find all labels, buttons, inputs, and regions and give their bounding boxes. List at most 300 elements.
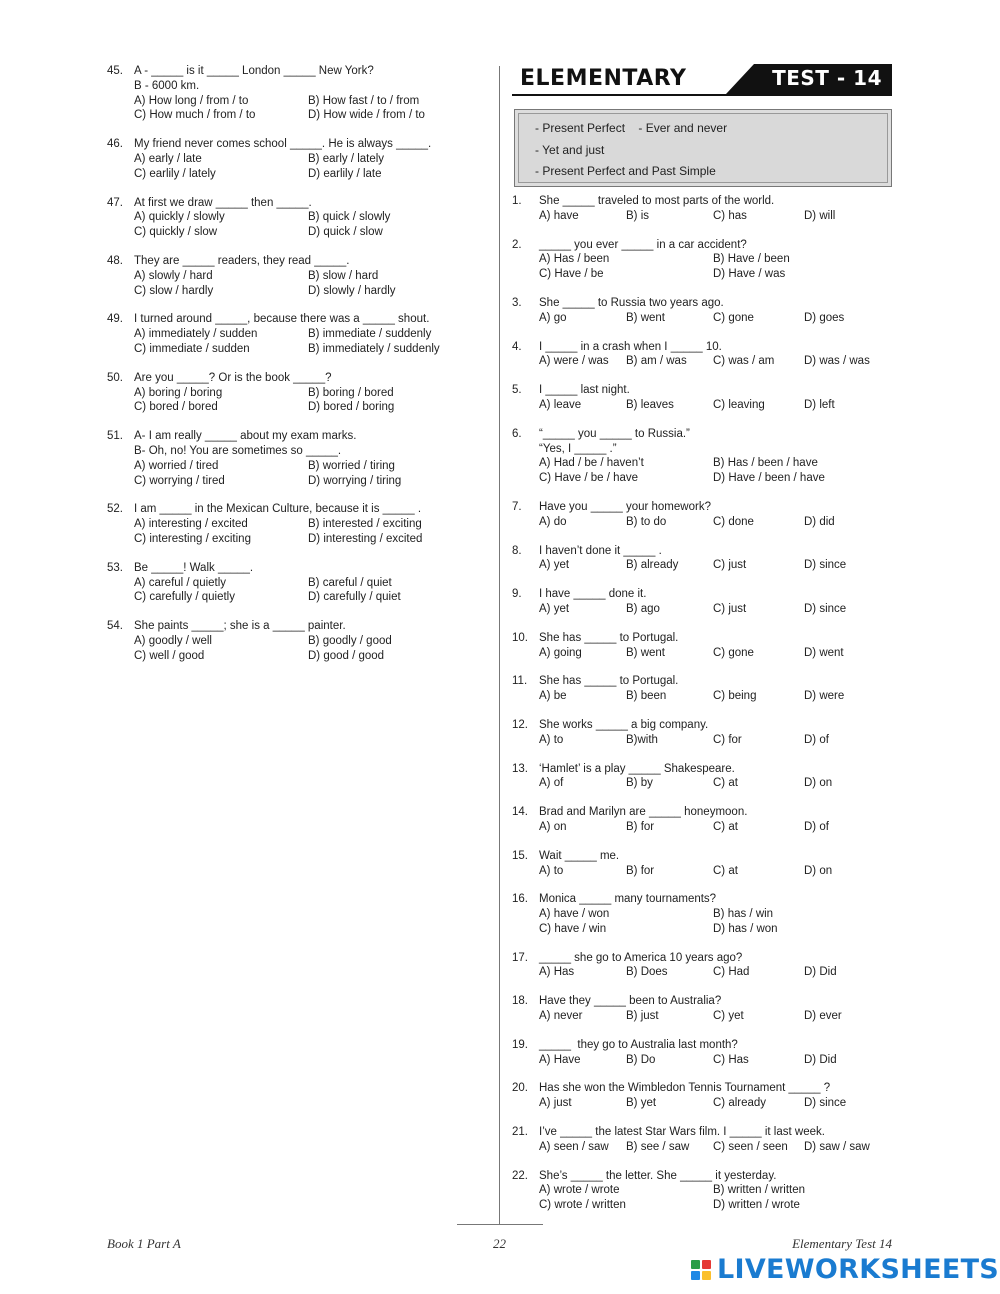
answer-option[interactable]: B) yet <box>626 1097 657 1110</box>
topic-item: - Present Perfect - Ever and never <box>535 121 728 135</box>
answer-option[interactable]: A) on <box>539 820 567 833</box>
answer-option[interactable]: A) have / won <box>539 908 610 921</box>
answer-option[interactable]: D) slowly / hardly <box>308 284 396 297</box>
answer-option[interactable]: B) boring / bored <box>308 386 394 399</box>
question-stem <box>512 1081 892 1096</box>
question-number: 51. <box>107 430 123 443</box>
logo-tile <box>691 1271 700 1280</box>
answer-option[interactable]: A) Has / been <box>539 253 610 266</box>
answer-option[interactable]: B) already <box>626 559 679 572</box>
question-number: 13. <box>512 762 528 775</box>
answer-option[interactable]: C) gone <box>713 311 754 324</box>
question-stem <box>107 312 487 327</box>
topics-box <box>514 109 892 187</box>
answer-option[interactable]: A) Have <box>539 1053 581 1066</box>
answer-option[interactable]: B) ago <box>626 602 660 615</box>
answer-option[interactable]: C) earlily / lately <box>134 167 216 180</box>
answer-option[interactable]: A) goodly / well <box>134 634 212 647</box>
question-text: A - _____ is it _____ London _____ New York? <box>134 65 374 77</box>
answer-options <box>107 210 487 240</box>
right-question-column <box>512 194 892 1227</box>
question-text: My friend never comes school _____. He is always _____. <box>134 138 432 151</box>
answer-option[interactable]: C) seen / seen <box>713 1140 788 1153</box>
answer-option[interactable]: D) bored / boring <box>308 401 395 414</box>
answer-option[interactable]: A) yet <box>539 559 570 572</box>
answer-option[interactable]: B) Have / been <box>713 253 790 266</box>
answer-options <box>512 558 892 573</box>
question-item <box>512 631 892 661</box>
question-number: 49. <box>107 313 123 326</box>
question-stem <box>512 340 892 355</box>
answer-options <box>512 354 892 369</box>
question-text: I _____ in a crash when I _____ 10. <box>539 340 722 353</box>
answer-option[interactable]: A) yet <box>539 602 570 615</box>
question-item <box>512 762 892 792</box>
answer-options <box>512 1183 892 1213</box>
question-number: 52. <box>107 503 123 516</box>
question-stem <box>512 1125 892 1140</box>
answer-options <box>512 965 892 980</box>
question-item <box>512 296 892 326</box>
question-item <box>512 340 892 370</box>
answer-option[interactable]: D) Did <box>804 966 837 979</box>
question-text: _____ they go to Australia last month? <box>539 1038 738 1051</box>
question-stem <box>512 994 892 1009</box>
question-text: Wait _____ me. <box>539 849 620 862</box>
question-number: 1. <box>512 195 522 207</box>
answer-options <box>512 1140 892 1155</box>
question-text: Have they _____ been to Australia? <box>539 995 722 1008</box>
answer-option[interactable]: B) leaves <box>626 398 674 411</box>
answer-option[interactable]: A) careful / quietly <box>134 576 227 589</box>
answer-option[interactable]: D) were <box>804 690 845 703</box>
answer-option[interactable]: C) Have / be <box>539 268 604 281</box>
question-text: A- I am really _____ about my exam marks. <box>134 430 357 443</box>
answer-options <box>512 689 892 704</box>
answer-options <box>107 152 487 182</box>
answer-option[interactable]: B) Has / been / have <box>713 457 818 470</box>
question-item <box>107 137 487 181</box>
answer-option[interactable]: D) went <box>804 646 844 659</box>
answer-option[interactable]: B) interested / exciting <box>308 518 422 531</box>
question-item <box>512 892 892 936</box>
answer-option[interactable]: D) good / good <box>308 649 385 662</box>
answer-option[interactable]: D) goes <box>804 311 845 324</box>
question-text: She _____ to Russia two years ago. <box>539 296 724 309</box>
question-number: 12. <box>512 718 528 731</box>
question-number: 3. <box>512 296 522 309</box>
answer-option[interactable]: D) was / was <box>804 355 870 368</box>
question-item <box>512 427 892 486</box>
question-number: 53. <box>107 561 123 574</box>
answer-option[interactable]: A) boring / boring <box>134 386 223 399</box>
answer-option[interactable]: D) carefully / quiet <box>308 591 401 604</box>
answer-option[interactable]: B) slow / hard <box>308 269 379 282</box>
answer-option[interactable]: C) was / am <box>713 355 775 368</box>
answer-options <box>512 1009 892 1024</box>
question-number: 15. <box>512 849 528 862</box>
answer-options <box>107 459 487 489</box>
answer-option[interactable]: C) just <box>713 602 747 615</box>
answer-options <box>512 646 892 661</box>
question-item <box>512 849 892 879</box>
answer-option[interactable]: A) be <box>539 690 567 703</box>
answer-option[interactable]: B) Do <box>626 1053 656 1066</box>
answer-option[interactable]: D) of <box>804 820 829 833</box>
answer-option[interactable]: C) at <box>713 777 738 790</box>
answer-option[interactable]: B)with <box>626 733 658 746</box>
answer-option[interactable]: A) Had / be / haven’t <box>539 457 644 470</box>
question-item <box>512 238 892 282</box>
question-item <box>512 587 892 617</box>
question-extra-line: “Yes, I _____ .” <box>539 442 617 455</box>
question-stem <box>107 64 487 79</box>
answer-option[interactable]: B) immediately / suddenly <box>308 342 440 355</box>
question-number: 20. <box>512 1082 528 1095</box>
question-item <box>107 254 487 298</box>
question-item <box>512 194 892 224</box>
answer-option[interactable]: A) immediately / sudden <box>134 328 258 341</box>
question-item <box>512 1081 892 1111</box>
answer-options <box>107 517 487 547</box>
answer-option[interactable]: B) is <box>626 209 649 222</box>
answer-option[interactable]: D) did <box>804 515 835 528</box>
answer-option[interactable]: A) have <box>539 209 579 222</box>
question-item <box>107 619 487 663</box>
logo-text: LIVEWORKSHEETS <box>717 1254 1000 1285</box>
question-item <box>512 1169 892 1213</box>
footer-book-label: Book 1 Part A <box>107 1236 181 1251</box>
answer-option[interactable]: C) gone <box>713 646 754 659</box>
answer-option[interactable]: B) immediate / suddenly <box>308 328 432 341</box>
answer-option[interactable]: A) early / late <box>134 152 202 165</box>
answer-option[interactable]: D) has / won <box>713 922 778 935</box>
answer-option[interactable]: B) just <box>626 1010 659 1023</box>
answer-options <box>512 820 892 835</box>
question-text: She’s _____ the letter. She _____ it yesterday. <box>539 1169 777 1182</box>
topic-item: - Yet and just <box>535 142 605 157</box>
answer-option[interactable]: D) Have / been / have <box>713 472 825 485</box>
answer-option[interactable]: A) quickly / slowly <box>134 211 225 224</box>
question-text: They are _____ readers, they read _____. <box>134 254 350 267</box>
question-text: ‘Hamlet’ is a play _____ Shakespeare. <box>539 762 735 775</box>
answer-option[interactable]: C) yet <box>713 1010 744 1023</box>
question-stem <box>512 427 892 442</box>
answer-option[interactable]: A) never <box>539 1010 583 1023</box>
question-stem <box>107 137 487 152</box>
answer-option[interactable]: A) were / was <box>539 355 609 368</box>
answer-option[interactable]: A) to <box>539 864 564 877</box>
question-stem <box>512 718 892 733</box>
answer-option[interactable]: D) worrying / tiring <box>308 474 402 487</box>
question-stem <box>512 587 892 602</box>
answer-option[interactable]: B) am / was <box>626 355 687 368</box>
answer-options <box>107 576 487 606</box>
answer-option[interactable]: B) for <box>626 820 655 833</box>
question-number: 48. <box>107 254 123 267</box>
answer-option[interactable]: A) of <box>539 777 564 790</box>
question-item <box>107 502 487 546</box>
question-stem <box>512 849 892 864</box>
answer-option[interactable]: D) quick / slow <box>308 226 383 239</box>
question-item <box>107 429 487 488</box>
answer-option[interactable]: A) to <box>539 733 564 746</box>
answer-option[interactable]: B) How fast / to / from <box>308 94 420 107</box>
footer-page-number: 22 <box>493 1236 506 1251</box>
question-item <box>512 1038 892 1068</box>
question-item <box>107 312 487 356</box>
answer-option[interactable]: D) Did <box>804 1053 837 1066</box>
topics-list <box>518 113 888 183</box>
question-stem <box>512 544 892 559</box>
logo-tile <box>702 1260 711 1269</box>
answer-option[interactable]: B) worried / tiring <box>308 459 395 472</box>
answer-options <box>512 864 892 879</box>
answer-option[interactable]: B) careful / quiet <box>308 576 392 589</box>
logo-tile <box>702 1271 711 1280</box>
answer-options <box>512 456 892 486</box>
answer-option[interactable]: A) do <box>539 515 567 528</box>
question-text: Monica _____ many tournaments? <box>539 893 717 906</box>
question-item <box>512 1125 892 1155</box>
answer-options <box>512 252 892 282</box>
question-stem <box>107 196 487 211</box>
question-number: 19. <box>512 1038 528 1051</box>
answer-options <box>512 311 892 326</box>
question-text: Have you _____ your homework? <box>539 500 711 513</box>
question-item <box>512 994 892 1024</box>
question-number: 21. <box>512 1126 528 1139</box>
answer-option[interactable]: D) on <box>804 864 833 877</box>
answer-option[interactable]: B) goodly / good <box>308 634 392 647</box>
question-stem <box>512 1038 892 1053</box>
answer-option[interactable]: B) written / written <box>713 1184 806 1197</box>
answer-option[interactable]: D) written / wrote <box>713 1199 800 1212</box>
answer-option[interactable]: D) left <box>804 398 835 411</box>
question-stem <box>512 296 892 311</box>
question-number: 47. <box>107 196 123 209</box>
question-stem <box>107 254 487 269</box>
question-number: 46. <box>107 138 123 151</box>
question-text: I’ve _____ the latest Star Wars film. I _____ it last week. <box>539 1126 825 1139</box>
header-level-title: ELEMENTARY <box>520 66 687 91</box>
question-item <box>107 196 487 240</box>
question-stem <box>512 762 892 777</box>
question-stem <box>512 194 892 209</box>
answer-option[interactable]: B) Does <box>626 966 668 979</box>
answer-option[interactable]: B) for <box>626 864 655 877</box>
answer-option[interactable]: C) worrying / tired <box>134 474 225 487</box>
answer-option[interactable]: A) leave <box>539 398 582 411</box>
question-extra-line: B - 6000 km. <box>134 79 200 92</box>
answer-option[interactable]: C) being <box>713 690 757 703</box>
answer-option[interactable]: C) How much / from / to <box>134 109 256 122</box>
question-number: 18. <box>512 995 528 1008</box>
answer-options <box>512 209 892 224</box>
answer-option[interactable]: D) since <box>804 559 847 572</box>
answer-options <box>512 398 892 413</box>
answer-option[interactable]: B) see / saw <box>626 1140 690 1153</box>
answer-option[interactable]: A) wrote / wrote <box>539 1184 620 1197</box>
question-text: She works _____ a big company. <box>539 718 709 731</box>
answer-options <box>512 733 892 748</box>
liveworksheets-logo[interactable] <box>691 1255 999 1285</box>
logo-tile <box>691 1260 700 1269</box>
question-number: 4. <box>512 340 522 353</box>
question-text: At first we draw _____ then _____. <box>134 196 312 209</box>
left-question-column <box>107 64 487 678</box>
question-stem <box>107 429 487 444</box>
answer-option[interactable]: B) by <box>626 777 653 790</box>
header-underline <box>512 94 892 96</box>
answer-option[interactable]: C) Have / be / have <box>539 472 639 485</box>
answer-option[interactable]: C) Had <box>713 966 750 979</box>
question-number: 54. <box>107 620 123 633</box>
answer-options <box>512 1096 892 1111</box>
answer-option[interactable]: C) has <box>713 209 747 222</box>
question-item <box>107 64 487 123</box>
question-text: She paints _____; she is a _____ painter. <box>134 620 346 633</box>
question-number: 8. <box>512 544 522 557</box>
question-text: “_____ you _____ to Russia.” <box>539 427 690 440</box>
answer-options <box>107 327 487 357</box>
answer-option[interactable]: A) just <box>539 1097 572 1110</box>
answer-options <box>512 515 892 530</box>
answer-options <box>107 94 487 124</box>
question-text: Has she won the Wimbledon Tennis Tournament _____ ? <box>539 1082 831 1095</box>
answer-option[interactable]: D) since <box>804 602 847 615</box>
question-text: Brad and Marilyn are _____ honeymoon. <box>539 806 748 819</box>
answer-option[interactable]: D) saw / saw <box>804 1140 870 1153</box>
answer-option[interactable]: B) early / lately <box>308 152 385 165</box>
answer-option[interactable]: D) will <box>804 209 836 222</box>
answer-option[interactable]: D) ever <box>804 1010 842 1023</box>
answer-option[interactable]: C) at <box>713 820 738 833</box>
answer-option[interactable]: C) already <box>713 1097 767 1110</box>
answer-options <box>107 386 487 416</box>
answer-option[interactable]: C) have / win <box>539 922 607 935</box>
answer-option[interactable]: C) well / good <box>134 649 205 662</box>
answer-option[interactable]: D) earlily / late <box>308 167 382 180</box>
answer-option[interactable]: C) done <box>713 515 754 528</box>
question-text: Be _____! Walk _____. <box>134 561 254 574</box>
answer-options <box>512 776 892 791</box>
answer-option[interactable]: A) Has <box>539 966 575 979</box>
question-text: I am _____ in the Mexican Culture, because it is _____ . <box>134 503 422 516</box>
question-text: I _____ last night. <box>539 384 630 397</box>
question-number: 14. <box>512 806 528 819</box>
question-text: She _____ traveled to most parts of the world. <box>539 195 775 207</box>
answer-option[interactable]: A) slowly / hard <box>134 269 213 282</box>
test-header <box>512 64 892 98</box>
answer-option[interactable]: D) How wide / from / to <box>308 109 425 122</box>
answer-option[interactable]: C) interesting / exciting <box>134 532 251 545</box>
question-stem <box>512 805 892 820</box>
question-number: 6. <box>512 427 522 440</box>
answer-option[interactable]: C) at <box>713 864 738 877</box>
topic-item: - Present Perfect and Past Simple <box>535 164 716 178</box>
answer-option[interactable]: C) leaving <box>713 398 765 411</box>
answer-option[interactable]: A) go <box>539 311 567 324</box>
question-item <box>512 383 892 413</box>
answer-option[interactable]: D) Have / was <box>713 268 786 281</box>
question-stem <box>512 1169 892 1184</box>
answer-option[interactable]: B) quick / slowly <box>308 211 391 224</box>
answer-options <box>512 907 892 937</box>
answer-option[interactable]: C) just <box>713 559 747 572</box>
question-stem <box>512 631 892 646</box>
answer-option[interactable]: C) wrote / written <box>539 1199 626 1212</box>
question-stem <box>512 383 892 398</box>
question-text: _____ you ever _____ in a car accident? <box>539 238 747 251</box>
question-stem <box>512 238 892 253</box>
question-stem <box>107 502 487 517</box>
question-number: 2. <box>512 238 522 251</box>
question-number: 7. <box>512 500 522 513</box>
question-text: She has _____ to Portugal. <box>539 631 679 644</box>
answer-option[interactable]: D) on <box>804 777 833 790</box>
question-extra-line: B- Oh, no! You are sometimes so _____. <box>134 444 342 457</box>
answer-option[interactable]: A) going <box>539 646 582 659</box>
question-stem <box>512 500 892 515</box>
question-item <box>512 951 892 981</box>
answer-option[interactable]: C) for <box>713 733 742 746</box>
answer-options <box>512 602 892 617</box>
question-text: Are you _____? Or is the book _____? <box>134 371 332 384</box>
question-text: She has _____ to Portugal. <box>539 675 679 688</box>
column-divider <box>499 66 500 1224</box>
question-item <box>512 544 892 574</box>
question-stem <box>512 892 892 907</box>
answer-option[interactable]: D) since <box>804 1097 847 1110</box>
answer-option[interactable]: D) of <box>804 733 829 746</box>
answer-option[interactable]: A) How long / from / to <box>134 94 249 107</box>
answer-option[interactable]: C) quickly / slow <box>134 226 218 239</box>
question-text: I have _____ done it. <box>539 588 647 601</box>
answer-option[interactable]: A) interesting / excited <box>134 518 248 531</box>
answer-option[interactable]: C) carefully / quietly <box>134 591 235 604</box>
answer-option[interactable]: C) immediate / sudden <box>134 342 250 355</box>
question-stem <box>107 561 487 576</box>
question-stem <box>107 371 487 386</box>
answer-option[interactable]: D) interesting / excited <box>308 532 423 545</box>
question-number: 16. <box>512 893 528 906</box>
question-text: _____ she go to America 10 years ago? <box>539 951 743 964</box>
question-number: 50. <box>107 371 123 384</box>
answer-option[interactable]: B) been <box>626 690 667 703</box>
logo-tiles-icon <box>691 1260 711 1280</box>
question-item <box>107 561 487 605</box>
footer-test-label: Elementary Test 14 <box>792 1236 892 1251</box>
question-number: 10. <box>512 631 528 644</box>
answer-option[interactable]: A) worried / tired <box>134 459 219 472</box>
answer-option[interactable]: B) went <box>626 646 665 659</box>
question-number: 22. <box>512 1169 528 1182</box>
answer-option[interactable]: B) has / win <box>713 908 774 921</box>
question-item <box>512 674 892 704</box>
answer-option[interactable]: B) went <box>626 311 665 324</box>
question-number: 11. <box>512 675 528 688</box>
answer-option[interactable]: C) Has <box>713 1053 749 1066</box>
question-item <box>107 371 487 415</box>
answer-option[interactable]: A) seen / saw <box>539 1140 609 1153</box>
question-number: 5. <box>512 384 522 397</box>
answer-option[interactable]: C) bored / bored <box>134 401 218 414</box>
answer-option[interactable]: C) slow / hardly <box>134 284 214 297</box>
question-stem <box>512 951 892 966</box>
answer-option[interactable]: B) to do <box>626 515 667 528</box>
answer-options <box>107 269 487 299</box>
